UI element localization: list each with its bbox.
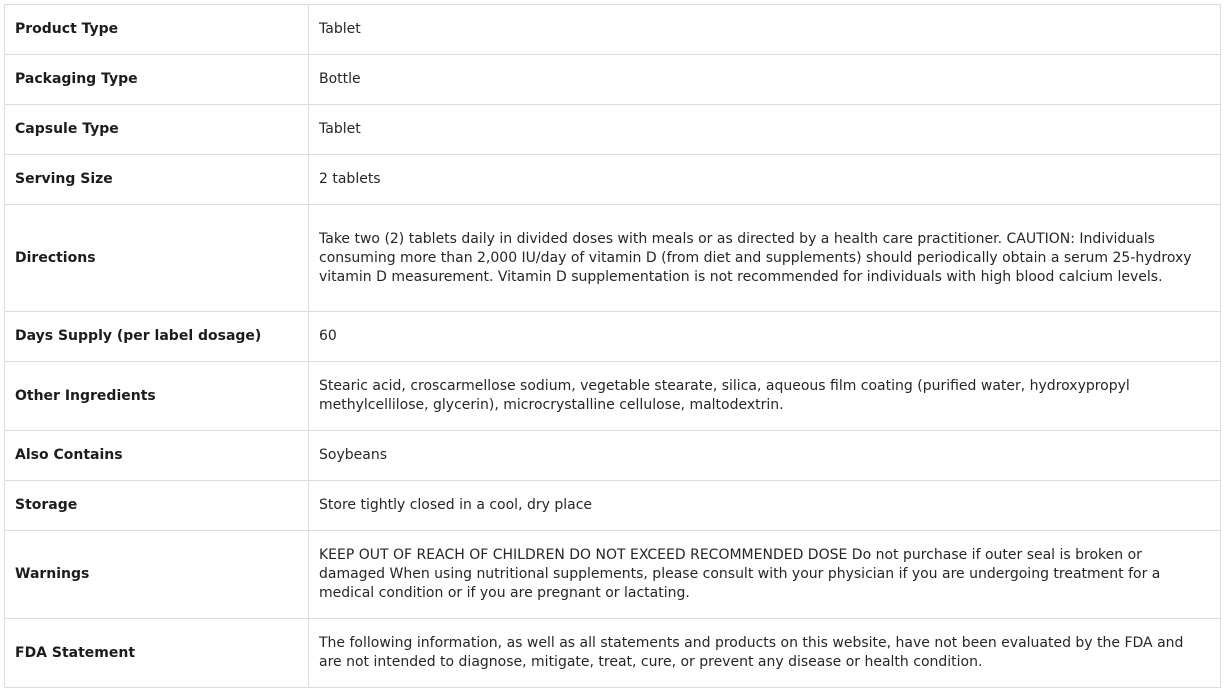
row-label: Also Contains	[5, 431, 309, 481]
row-value: 60	[309, 312, 1221, 362]
table-row	[5, 5, 1221, 55]
row-value: KEEP OUT OF REACH OF CHILDREN DO NOT EXCEED RECOMMENDED DOSE Do not purchase if outer seal is broken or damaged When using nutritional supplements, please consult with your physician if you are undergoing treatment for a medical condition or if you are pregnant or lactating.	[309, 531, 1221, 619]
table-row	[5, 105, 1221, 155]
row-label: Capsule Type	[5, 105, 309, 155]
table-row	[5, 481, 1221, 531]
row-value: Tablet	[309, 105, 1221, 155]
row-label: Warnings	[5, 531, 309, 619]
row-value: 2 tablets	[309, 155, 1221, 205]
row-label: Packaging Type	[5, 55, 309, 105]
table-row	[5, 362, 1221, 431]
product-spec-container	[4, 4, 1221, 688]
row-value: Stearic acid, croscarmellose sodium, vegetable stearate, silica, aqueous film coating (purified water, hydroxypropyl methylcellilose, glycerin), microcrystalline cellulose, maltodextrin.	[309, 362, 1221, 431]
row-label: Product Type	[5, 5, 309, 55]
row-label: Serving Size	[5, 155, 309, 205]
row-value: Store tightly closed in a cool, dry place	[309, 481, 1221, 531]
table-row	[5, 531, 1221, 619]
table-row	[5, 155, 1221, 205]
table-row	[5, 431, 1221, 481]
table-row	[5, 55, 1221, 105]
row-value: Bottle	[309, 55, 1221, 105]
row-label: Directions	[5, 205, 309, 312]
row-value: Tablet	[309, 5, 1221, 55]
row-label: Storage	[5, 481, 309, 531]
table-row	[5, 205, 1221, 312]
product-spec-table	[4, 4, 1221, 688]
row-value: Take two (2) tablets daily in divided doses with meals or as directed by a health care practitioner. CAUTION: Individuals consuming more than 2,000 IU/day of vitamin D (from diet and supplements) should periodically obtain a serum 25-hydroxy vitamin D measurement. Vitamin D supplementation is not recommended for individuals with high blood calcium levels.	[309, 205, 1221, 312]
row-label: Days Supply (per label dosage)	[5, 312, 309, 362]
row-label: Other Ingredients	[5, 362, 309, 431]
row-label: FDA Statement	[5, 619, 309, 688]
table-row	[5, 619, 1221, 688]
row-value: Soybeans	[309, 431, 1221, 481]
row-value: The following information, as well as all statements and products on this website, have not been evaluated by the FDA and are not intended to diagnose, mitigate, treat, cure, or prevent any disease or health condition.	[309, 619, 1221, 688]
table-row	[5, 312, 1221, 362]
